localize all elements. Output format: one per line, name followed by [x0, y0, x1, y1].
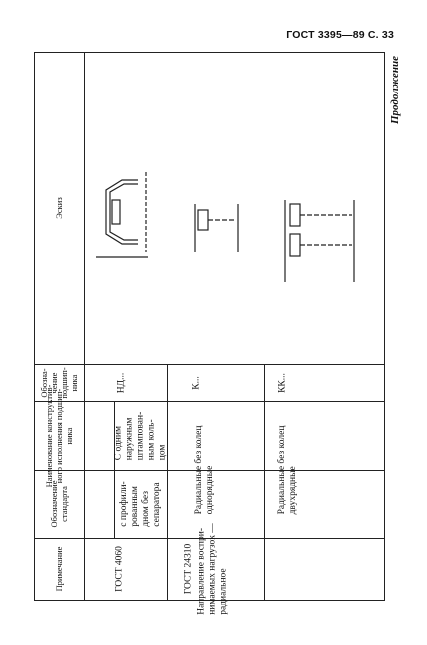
sketch-drawn-cup: [96, 172, 148, 257]
header-standard: Обозначение стандарта: [49, 480, 69, 528]
row1-name-left: С одним наружным штампован- ным коль- цом: [113, 411, 168, 461]
row2-note: Направление воспри- нимаемых нагрузок — радиальное: [196, 523, 229, 615]
designation-divider: [34, 401, 384, 402]
row2-designation: К...: [191, 376, 202, 390]
header-divider: [34, 364, 384, 365]
header-name: Наименование конструктив- ного исполнения подшип- ника: [44, 384, 74, 488]
row1-designation: НД...: [116, 372, 127, 394]
sketch-drawings: [86, 52, 384, 364]
table-left-border: [34, 52, 35, 601]
continuation-label: Продолжение: [389, 55, 401, 125]
row1-bottom: [167, 365, 168, 601]
header-note: Примечание: [54, 546, 64, 592]
row2-bottom: [264, 365, 265, 601]
header-designation: Обозна- чение подшип- ника: [39, 367, 79, 399]
row1-standard: ГОСТ 4060: [114, 546, 125, 592]
sketch-single-row: [195, 204, 238, 252]
header-column-divider: [84, 52, 85, 601]
row3-name: Радиальные без колец двухрядные: [277, 425, 298, 515]
table-right-border: [384, 52, 385, 601]
page-header: ГОСТ 3395—89 С. 33: [286, 29, 394, 41]
name-sub-top: [114, 470, 164, 471]
row2-standard: ГОСТ 24310: [183, 543, 194, 595]
row3-designation: КК...: [277, 373, 288, 393]
row2-name: Радиальные без колец однорядные: [194, 425, 215, 515]
sketch-double-row: [285, 200, 354, 282]
row1-name-right: с профили- рованным дном без сепаратора: [119, 481, 162, 527]
header-sketch: Эскиз: [54, 197, 64, 219]
